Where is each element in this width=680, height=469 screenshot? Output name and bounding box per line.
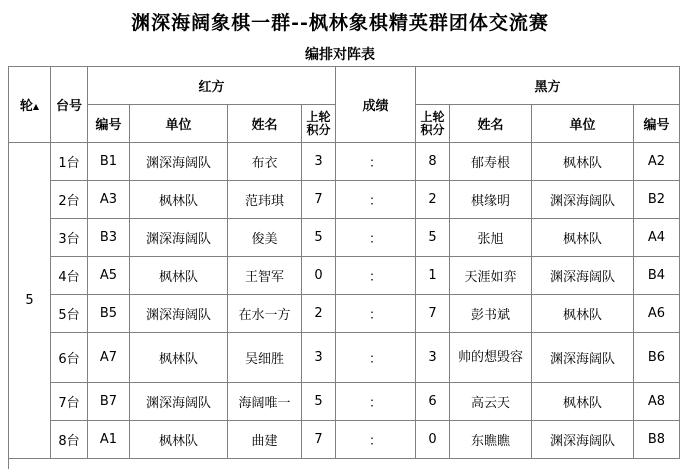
- red-side-header: 红方: [88, 67, 336, 105]
- red-name-cell: 曲建: [228, 421, 302, 459]
- table-number-cell: 7台: [51, 383, 88, 421]
- result-cell: ：: [336, 219, 416, 257]
- red-code-cell: A5: [88, 257, 130, 295]
- red-code-cell: B7: [88, 383, 130, 421]
- table-number-cell: 8台: [51, 421, 88, 459]
- red-score-cell: 7: [302, 421, 336, 459]
- red-name-cell: 范玮琪: [228, 181, 302, 219]
- table-number-cell: 6台: [51, 333, 88, 383]
- red-score-cell: 3: [302, 143, 336, 181]
- result-cell: ：: [336, 257, 416, 295]
- red-code-cell: B5: [88, 295, 130, 333]
- red-name-cell: 布衣: [228, 143, 302, 181]
- black-unit-cell: 枫林队: [532, 143, 634, 181]
- red-code-cell: B3: [88, 219, 130, 257]
- red-score-cell: 5: [302, 383, 336, 421]
- table-number-cell: 4台: [51, 257, 88, 295]
- black-score-cell: 1: [416, 257, 450, 295]
- red-unit-cell: 枫林队: [130, 333, 228, 383]
- black-code-cell: A2: [634, 143, 680, 181]
- black-unit-cell: 枫林队: [532, 295, 634, 333]
- black-score-cell: 0: [416, 421, 450, 459]
- black-unit-header: 单位: [532, 105, 634, 143]
- red-code-cell: A3: [88, 181, 130, 219]
- black-unit-cell: 枫林队: [532, 383, 634, 421]
- black-name-cell: 东瞧瞧: [450, 421, 532, 459]
- black-code-cell: B6: [634, 333, 680, 383]
- red-name-cell: 海阔唯一: [228, 383, 302, 421]
- result-cell: ：: [336, 143, 416, 181]
- red-score-cell: 2: [302, 295, 336, 333]
- red-score-cell: 3: [302, 333, 336, 383]
- red-score-cell: 5: [302, 219, 336, 257]
- result-cell: ：: [336, 333, 416, 383]
- black-name-cell: 天涯如弈: [450, 257, 532, 295]
- black-score-cell: 7: [416, 295, 450, 333]
- result-cell: ：: [336, 421, 416, 459]
- black-score-cell: 3: [416, 333, 450, 383]
- black-name-cell: 郁寿根: [450, 143, 532, 181]
- red-unit-cell: 渊深海阔队: [130, 295, 228, 333]
- table-row: [9, 295, 680, 333]
- table-row: [9, 383, 680, 421]
- red-unit-cell: 渊深海阔队: [130, 143, 228, 181]
- red-unit-cell: 枫林队: [130, 421, 228, 459]
- red-name-header: 姓名: [228, 105, 302, 143]
- red-code-cell: B1: [88, 143, 130, 181]
- red-code-cell: A1: [88, 421, 130, 459]
- red-unit-cell: 枫林队: [130, 181, 228, 219]
- table-number-cell: 1台: [51, 143, 88, 181]
- red-name-cell: 王智军: [228, 257, 302, 295]
- red-unit-cell: 渊深海阔队: [130, 383, 228, 421]
- table-row: [9, 421, 680, 459]
- black-code-cell: A8: [634, 383, 680, 421]
- result-header: 成绩: [336, 67, 416, 143]
- red-unit-cell: 枫林队: [130, 257, 228, 295]
- black-name-cell: 棋缘明: [450, 181, 532, 219]
- table-no-header: 台号: [51, 67, 88, 143]
- red-unit-cell: 渊深海阔队: [130, 219, 228, 257]
- sort-ascending-icon: ▲: [32, 102, 40, 111]
- black-unit-cell: 枫林队: [532, 219, 634, 257]
- table-row: [9, 257, 680, 295]
- black-name-header: 姓名: [450, 105, 532, 143]
- result-cell: ：: [336, 181, 416, 219]
- black-name-cell: 张旭: [450, 219, 532, 257]
- red-code-header: 编号: [88, 105, 130, 143]
- table-number-cell: 3台: [51, 219, 88, 257]
- red-unit-header: 单位: [130, 105, 228, 143]
- black-code-cell: B8: [634, 421, 680, 459]
- red-score-cell: 0: [302, 257, 336, 295]
- round-header-label: 轮: [19, 99, 33, 114]
- black-code-cell: B4: [634, 257, 680, 295]
- black-unit-cell: 渊深海阔队: [532, 421, 634, 459]
- black-name-cell: 彭书斌: [450, 295, 532, 333]
- table-row: [9, 181, 680, 219]
- page-title: 渊深海阔象棋一群--枫林象棋精英群团体交流赛: [131, 12, 549, 34]
- red-code-cell: A7: [88, 333, 130, 383]
- black-side-header: 黑方: [416, 67, 680, 105]
- black-code-header: 编号: [634, 105, 680, 143]
- red-name-cell: 在水一方: [228, 295, 302, 333]
- table-row: [9, 219, 680, 257]
- table-continuation-edge: [8, 459, 680, 469]
- table-number-cell: 5台: [51, 295, 88, 333]
- round-header[interactable]: [9, 67, 51, 143]
- table-row: [9, 333, 680, 383]
- red-score-cell: 7: [302, 181, 336, 219]
- black-code-cell: A6: [634, 295, 680, 333]
- page-subtitle: 编排对阵表: [305, 47, 375, 63]
- pairing-table: [8, 66, 680, 459]
- black-score-cell: 5: [416, 219, 450, 257]
- black-score-cell: 2: [416, 181, 450, 219]
- red-score-header: 上轮积分: [302, 105, 336, 143]
- black-code-cell: A4: [634, 219, 680, 257]
- red-name-cell: 吴细胜: [228, 333, 302, 383]
- black-score-header: 上轮积分: [416, 105, 450, 143]
- result-cell: ：: [336, 295, 416, 333]
- red-name-cell: 俊美: [228, 219, 302, 257]
- black-code-cell: B2: [634, 181, 680, 219]
- table-row: [9, 143, 680, 181]
- black-name-cell: 高云天: [450, 383, 532, 421]
- black-name-cell: 帅的想毁容: [450, 333, 532, 383]
- black-score-cell: 6: [416, 383, 450, 421]
- black-unit-cell: 渊深海阔队: [532, 181, 634, 219]
- black-unit-cell: 渊深海阔队: [532, 333, 634, 383]
- result-cell: ：: [336, 383, 416, 421]
- round-number-cell: 5: [9, 143, 51, 459]
- black-unit-cell: 渊深海阔队: [532, 257, 634, 295]
- table-number-cell: 2台: [51, 181, 88, 219]
- black-score-cell: 8: [416, 143, 450, 181]
